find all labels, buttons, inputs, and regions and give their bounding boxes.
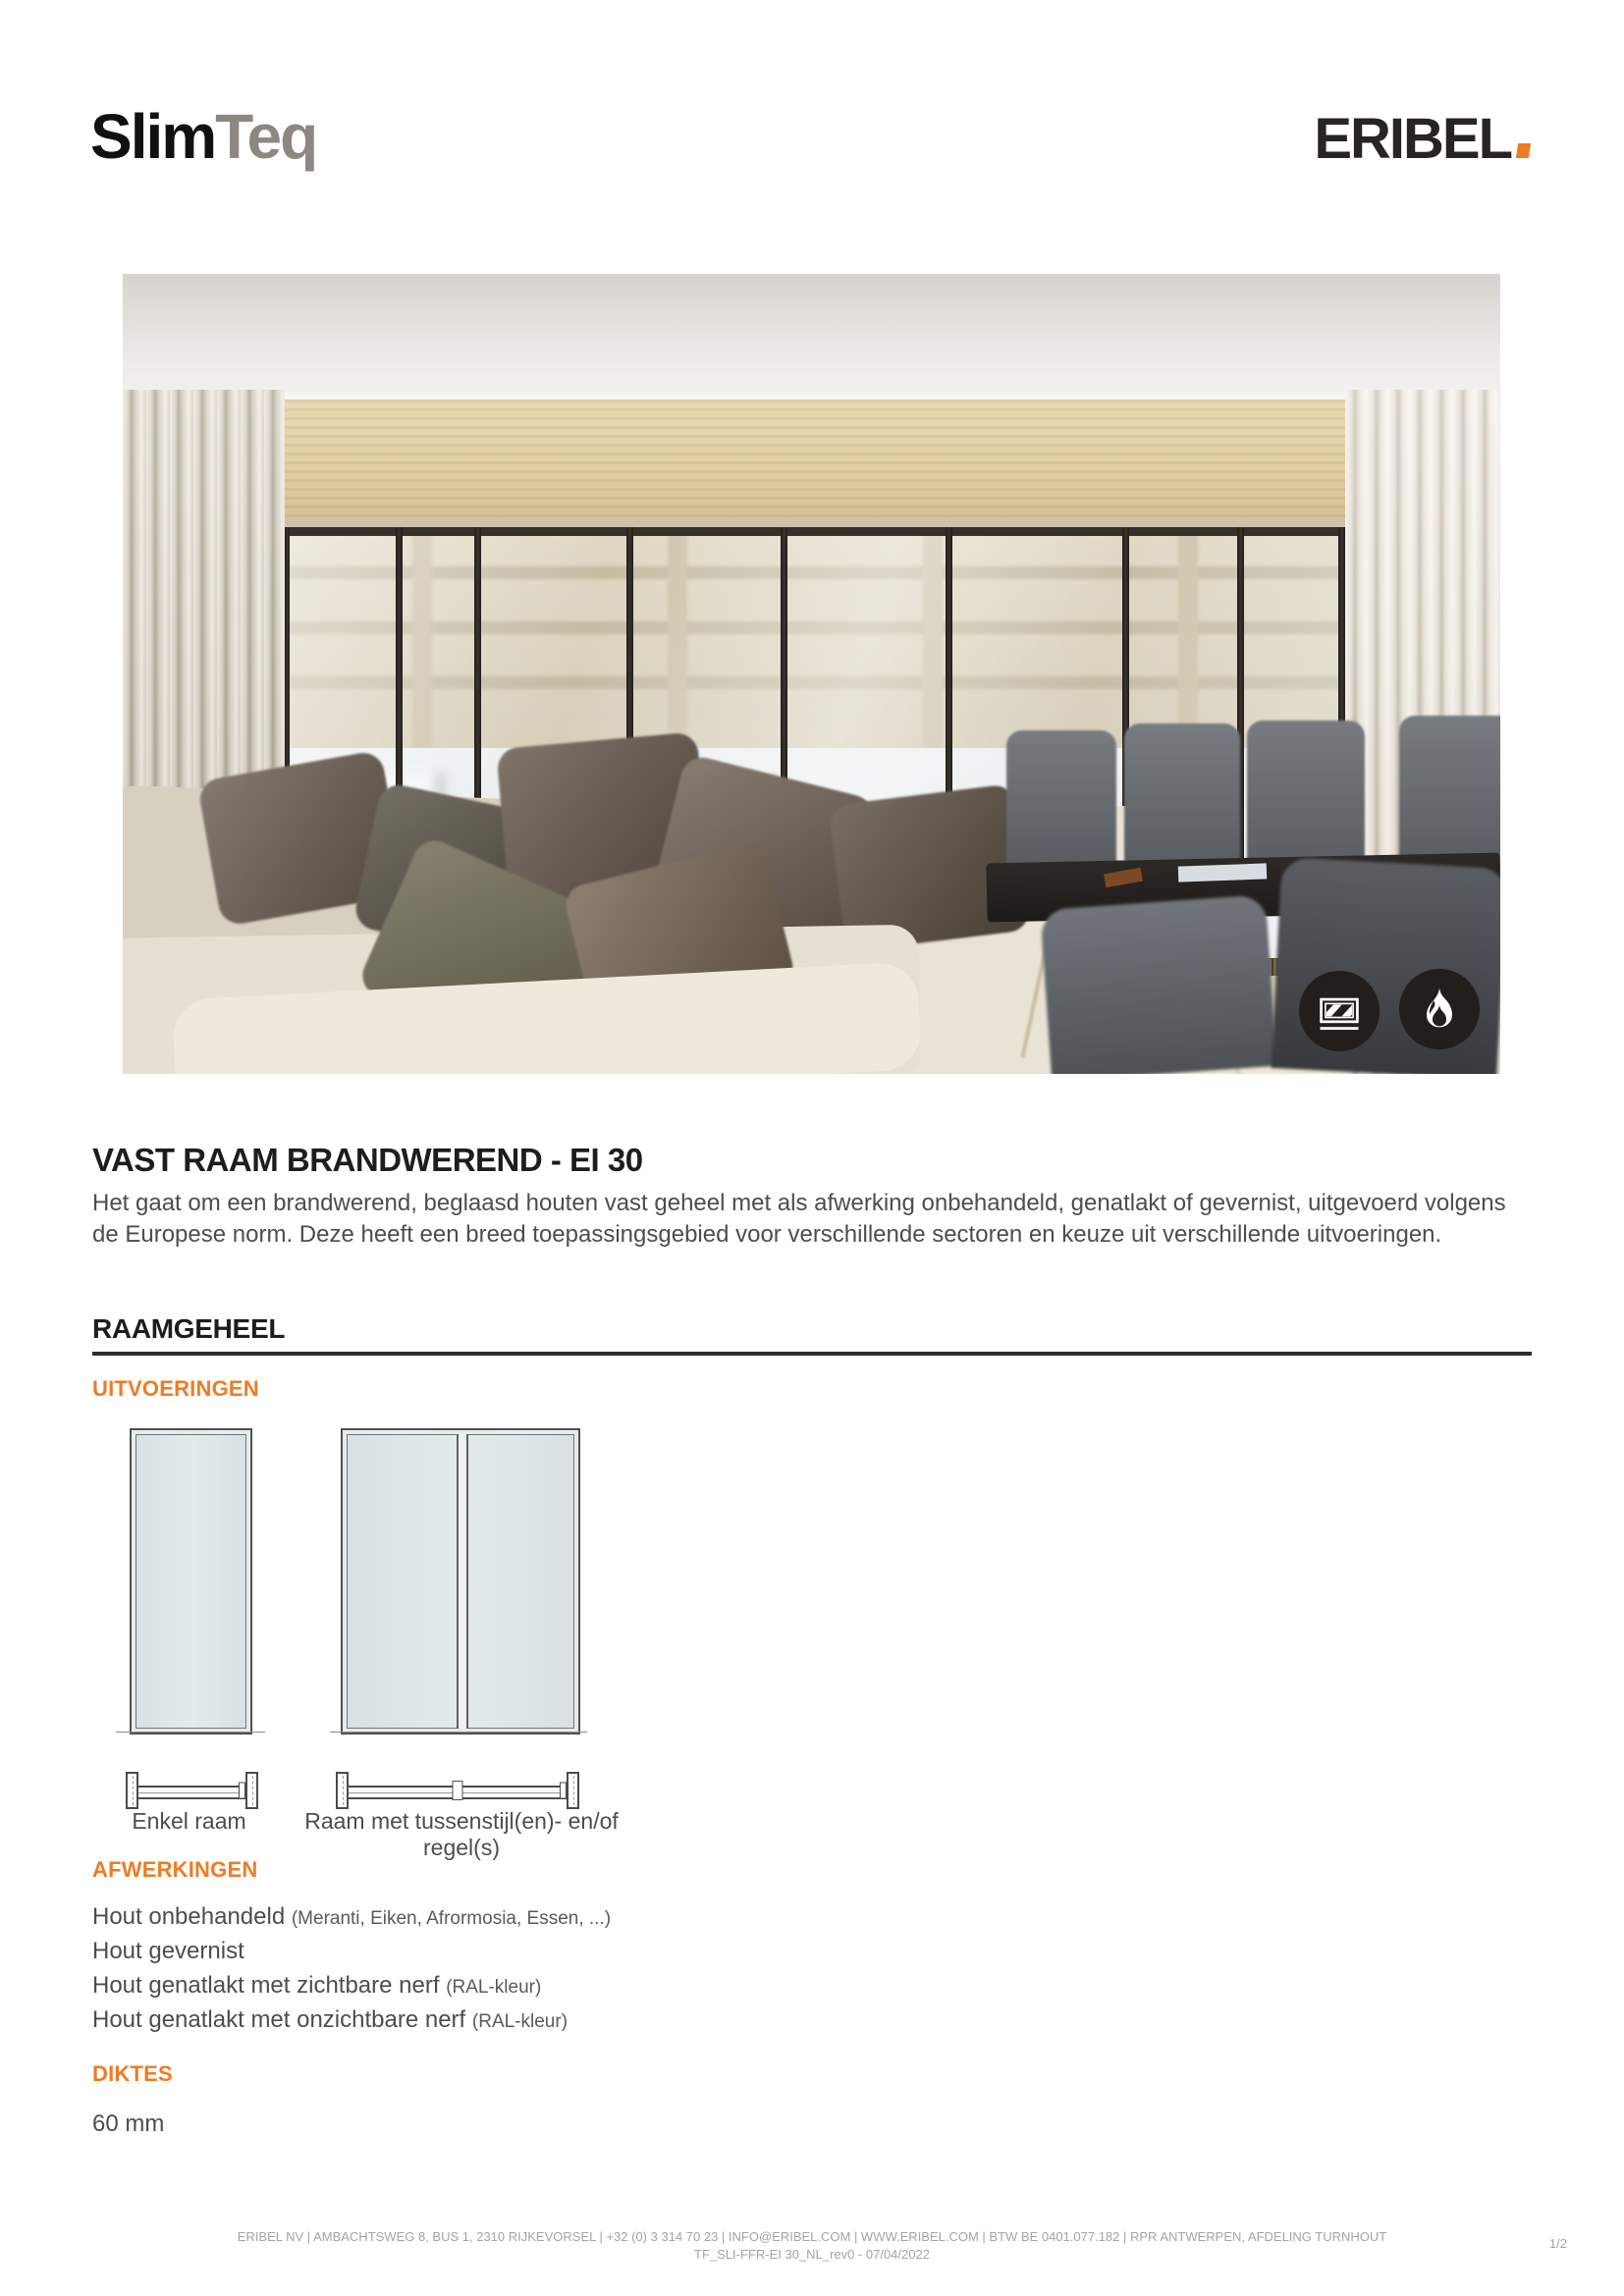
finish-main: Hout gevernist bbox=[92, 1938, 244, 1964]
footer bbox=[92, 2228, 1532, 2264]
finish-list bbox=[92, 1900, 611, 2038]
brand-secondary: Teq bbox=[215, 101, 317, 172]
subsection-heading-uitvoeringen: UITVOERINGEN bbox=[92, 1376, 259, 1401]
finish-item bbox=[92, 2003, 611, 2038]
brand-primary: Slim bbox=[90, 101, 216, 172]
flame-icon bbox=[1399, 969, 1480, 1049]
section-endcap bbox=[567, 1772, 579, 1809]
subsection-heading-afwerkingen: AFWERKINGEN bbox=[92, 1857, 258, 1882]
finish-note: (RAL-kleur) bbox=[471, 2011, 568, 2032]
ceiling bbox=[123, 274, 1500, 400]
window-glass bbox=[135, 1434, 246, 1729]
section-endcap bbox=[126, 1772, 138, 1809]
hero-photo bbox=[123, 274, 1500, 1074]
section-bracket bbox=[239, 1783, 245, 1799]
ground-line bbox=[330, 1732, 587, 1733]
footer-line1: ERIBEL NV | AMBACHTSWEG 8, BUS 1, 2310 RIJKEVORSEL | +32 (0) 3 314 70 23 | INFO@ERIBEL.COM | WWW.ERIBEL.COM | BTW BE 0401.077.182 | RPR ANTWERPEN, AFDELING TURNHOUT bbox=[237, 2229, 1387, 2244]
finish-note: (RAL-kleur) bbox=[446, 1977, 542, 1998]
section-mullion-block bbox=[453, 1781, 463, 1800]
page-title: VAST RAAM BRANDWEREND - EI 30 bbox=[92, 1142, 643, 1178]
table-papers bbox=[1178, 863, 1268, 881]
diagram-single-window bbox=[130, 1428, 252, 1735]
page-number: 1/2 bbox=[1548, 2236, 1567, 2251]
variant-label: Enkel raam bbox=[132, 1808, 246, 1834]
section-endcap bbox=[336, 1772, 349, 1809]
slimteq-logo bbox=[90, 100, 316, 173]
thickness-value: 60 mm bbox=[92, 2110, 165, 2137]
eribel-logo-dot bbox=[1516, 143, 1531, 158]
finish-item bbox=[92, 1935, 611, 1969]
variant-label: Raam met tussenstijl(en)- en/of regel(s) bbox=[304, 1808, 619, 1860]
section-heading-raamgeheel: RAAMGEHEEL bbox=[92, 1313, 286, 1344]
diagram-section-single bbox=[126, 1773, 258, 1808]
wood-header-beam bbox=[285, 400, 1345, 523]
section-endcap bbox=[245, 1772, 258, 1809]
finish-item bbox=[92, 1969, 611, 2003]
intro-paragraph: Het gaat om een brandwerend, beglaasd houten vast geheel met als afwerking onbehandeld, genatlakt of gevernist, uitgevoerd volgens de Europese norm. Deze heeft een breed toepassingsgebied voor verschillende sectoren en keuze uit verschillende uitvoeringen. bbox=[92, 1190, 1506, 1248]
finish-note: (Meranti, Eiken, Afrormosia, Essen, ...) bbox=[291, 1908, 612, 1929]
diagram-mullion-window bbox=[341, 1428, 580, 1735]
glazing-panel-icon bbox=[1299, 971, 1380, 1051]
ground-line bbox=[116, 1732, 265, 1733]
eribel-logo bbox=[1314, 106, 1530, 172]
wood-grain bbox=[285, 400, 1345, 523]
finish-item bbox=[92, 1900, 611, 1935]
subsection-heading-diktes: DIKTES bbox=[92, 2061, 173, 2086]
finish-main: Hout onbehandeld bbox=[92, 1903, 292, 1930]
company-name: ERIBEL bbox=[1314, 107, 1511, 171]
section-divider bbox=[92, 1352, 1532, 1356]
section-rail bbox=[136, 1786, 247, 1799]
finish-main: Hout genatlakt met zichtbare nerf bbox=[92, 1972, 447, 1999]
window-mullion bbox=[457, 1434, 468, 1729]
chair bbox=[1124, 723, 1240, 881]
diagram-section-mullion bbox=[336, 1773, 579, 1808]
section-bracket bbox=[560, 1783, 567, 1799]
finish-main: Hout genatlakt met onzichtbare nerf bbox=[92, 2006, 472, 2033]
footer-line2: TF_SLI-FFR-EI 30_NL_rev0 - 07/04/2022 bbox=[694, 2247, 930, 2262]
chair bbox=[1040, 894, 1277, 1074]
chair bbox=[1006, 730, 1116, 878]
partition-top-track bbox=[285, 527, 1345, 536]
chair bbox=[1272, 857, 1500, 1074]
